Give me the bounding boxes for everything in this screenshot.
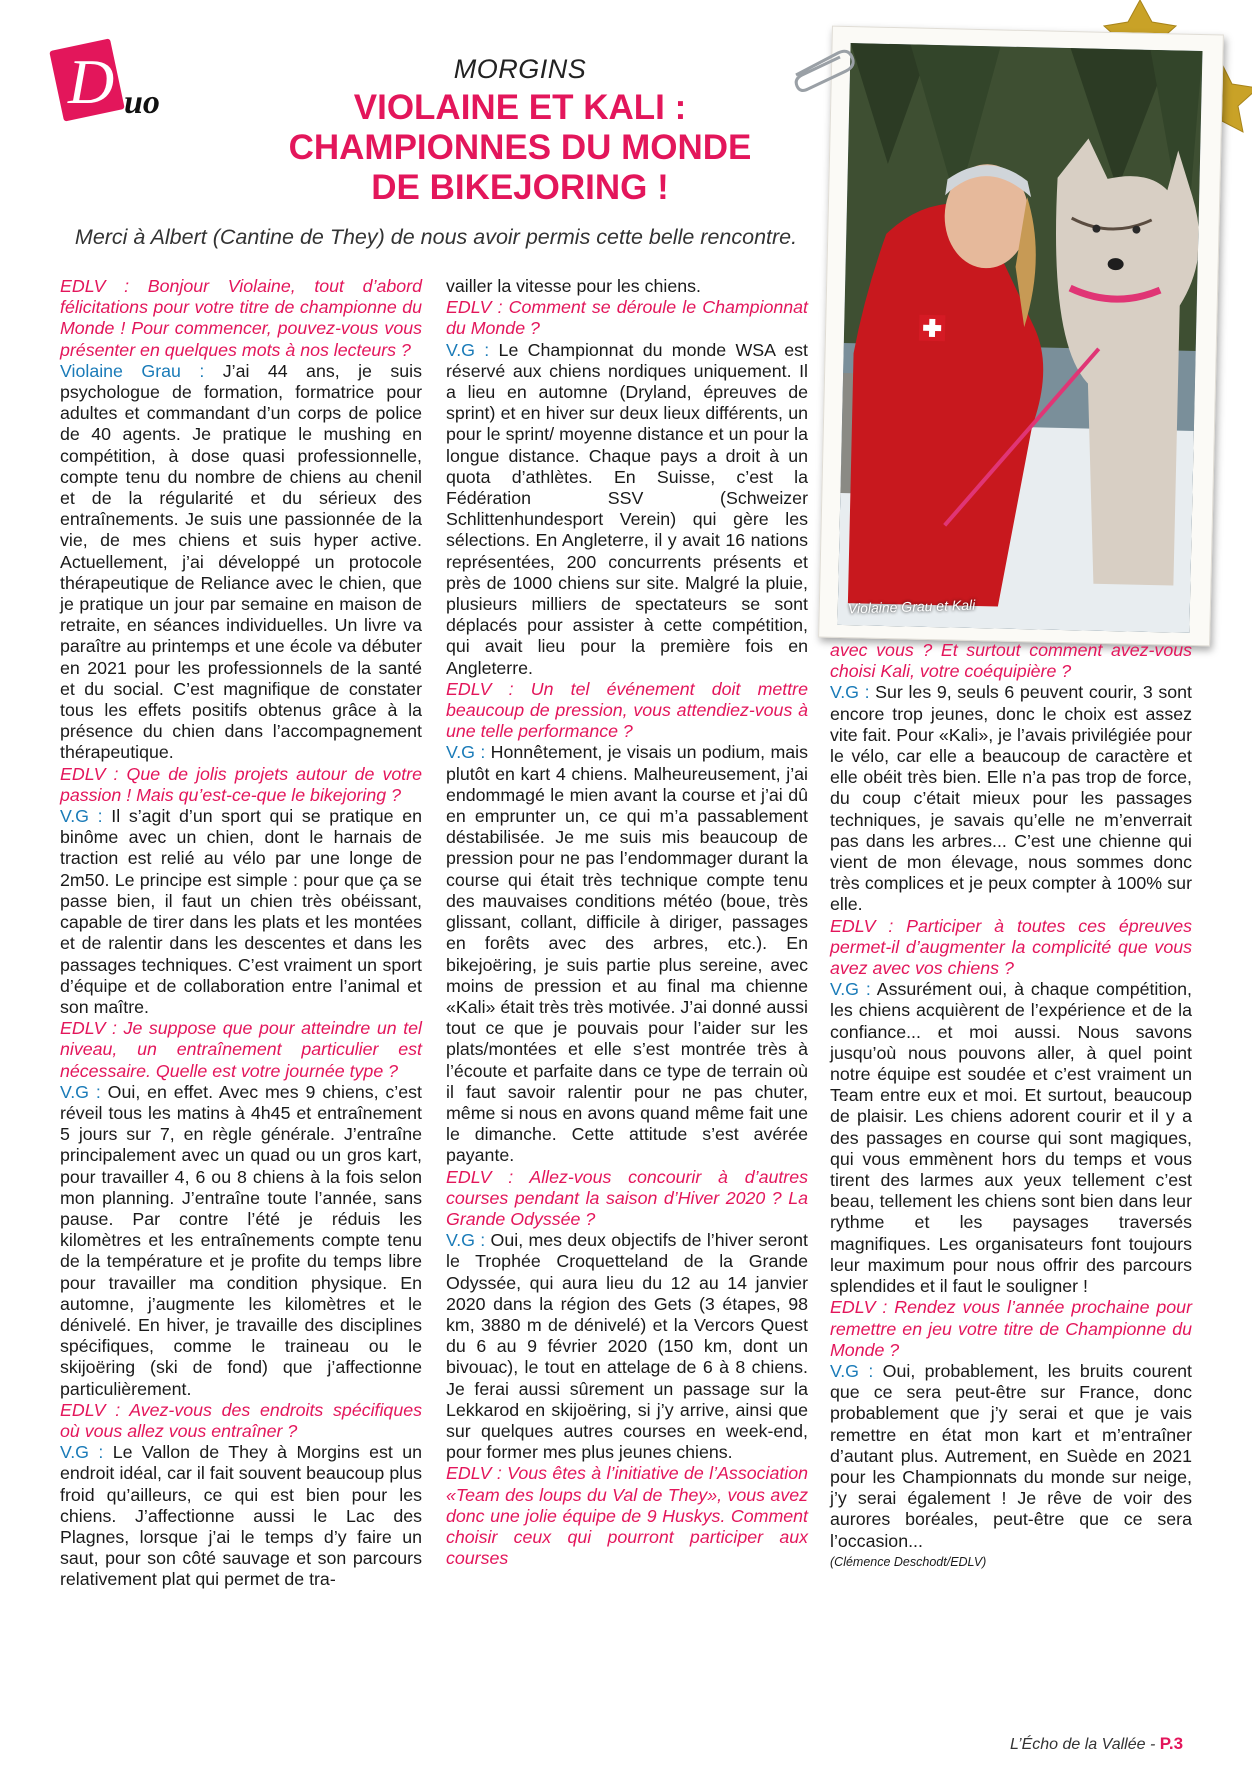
logo-suffix: uo xyxy=(124,84,160,121)
speaker-label: V.G : xyxy=(446,742,486,763)
answer-text: Le Championnat du monde WSA est réservé aux chiens nordiques uniquement. Il a lieu en automne (Dryland, épreuves de sprint) et en hiver sur deux lieux différents, un pour le sprint/ moyenne distance et un pour la longue distance. Chaque pays a droit à un quota d’athlètes. En Suisse, c’est la Fédération SSV (Schweizer Schlittenhundesport Verein) qui gère les sélections. En Angleterre, il y avait 16 nations représentées, 200 concurrents présents et près de 1000 chiens sur site. Malgré la pluie, plusieurs milliers de spectateurs se sont déplacés pour assister à cette compétition, qui avait lieu pour la première fois en Angleterre. xyxy=(446,339,808,678)
author-credit: (Clémence Deschodt/EDLV) xyxy=(830,1554,987,1569)
photo-caption: Violaine Grau et Kali xyxy=(847,596,976,617)
interview-question: EDLV : Je suppose que pour atteindre un tel niveau, un entraînement particulier est nécessaire. Quelle est votre journée type ? xyxy=(60,1018,422,1081)
answer-text: Honnêtement, je visais un podium, mais plutôt en kart 4 chiens. Malheureusement, j’ai endommagé le mien avant la course et j’ai dû en emprunter un, ce qui m’a passablement déstabilisée. Je me suis mis beaucoup de pression pour ne pas l’endommager durant la course qui était très technique compte tenu des mauvaises conditions météo (boue, très glissant, collant, difficile à diriger, passages en forêts avec des arbres, etc.). En bikejoëring, je suis partie plus sereine, avec moins de pression et au final ma chienne «Kali» était très très motivée. J’ai donné aussi tout ce que je pouvais pour l’aider sur les plats/montées et elle s’est montrée très à l’écoute et parfaite dans ce type de terrain où il faut savoir ralentir pour ne pas chuter, même si nous en avons quand même fait une le dimanche. Cette attitude s’est avérée payante. xyxy=(446,742,808,1166)
speaker-label: V.G : xyxy=(60,1442,104,1463)
speaker-label: V.G : xyxy=(60,1081,101,1102)
thanks-line: Merci à Albert (Cantine de They) de nous avoir permis cette belle rencontre. xyxy=(74,225,798,249)
interview-answer xyxy=(830,1361,1192,1552)
answer-text: J’ai 44 ans, je suis psychologue de formation, formatrice pour adultes et commandant d’un corps de police de 40 agents. Je pratique le mushing en compétition, à dose quasi professionnelle, compte tenu du nombre de chiens au chenil et de la régularité et du sérieux des entraînements. Je suis une passionnée de la vie, de mes chiens et suis hyper active. Actuellement, j’ai développé un protocole thérapeutique de Reliance avec le chien, que je pratique un jour par semaine en maison de retraite, en séances individuelles. Un livre va paraître au printemps et une école va débuter en 2021 pour les professionnels de la santé et du social. C’est magnifique de constater tous les effets positifs obtenus grâce à la présence du chien dans l’accompagnement thérapeutique. xyxy=(60,360,422,763)
interview-question: EDLV : Participer à toutes ces épreuves permet-il d’augmenter la complicité que vous avez avec vos chiens ? xyxy=(830,915,1192,979)
title-line: VIOLAINE ET KALI : xyxy=(353,88,687,127)
page-number: P.3 xyxy=(1159,1734,1184,1753)
answer-text: Oui, probablement, les bruits courent que ce sera peut-être sur France, donc probablement que j’y serai et que je vais remettre en état mon kart et m’entraîner d’autant plus. Autrement, en Suède en 2021 pour les Championnats du monde sur neige, j’y serai également ! Je rêve de voir des aurores boréales, peut-être que ce sera l’occasion... xyxy=(830,1360,1192,1551)
interview-question: EDLV : Bonjour Violaine, tout d’abord félicitations pour votre titre de championne du Monde ! Pour commencer, pouvez-vous vous présenter en quelques mots à nos lecteurs ? xyxy=(60,276,422,360)
interview-answer xyxy=(446,340,808,679)
speaker-label: Violaine Grau : xyxy=(60,360,205,381)
answer-text: Sur les 9, seuls 6 peuvent courir, 3 sont encore trop jeunes, donc le choix est assez vite fait. Pour «Kali», je l’avais privilégiée pour le vélo, car elle a beaucoup de caractère et elle obéit très bien. Elle n’a pas trop de force, du coup c’était mieux pour les passages techniques, je savais qu’elle ne m’enverrait pas dans les arbres... C’est une chienne qui vient de mon élevage, nous sommes donc très complices et je peux compter à 100% sur elle. xyxy=(830,682,1192,915)
interview-answer xyxy=(446,742,808,1166)
interview-question: EDLV : Vous êtes à l’initiative de l’Association «Team des loups du Val de They», vous avez donc une jolie équipe de 9 Huskys. Comment choisir ceux qui pourront participer aux courses xyxy=(446,1463,808,1569)
article-title xyxy=(200,88,840,208)
article-column-1 xyxy=(60,276,422,1591)
location-kicker: MORGINS xyxy=(453,54,587,84)
speaker-label: V.G : xyxy=(830,1360,874,1381)
title-line: DE BIKEJORING ! xyxy=(371,168,669,207)
paperclip-icon xyxy=(790,45,860,95)
interview-answer xyxy=(830,979,1192,1297)
interview-answer xyxy=(60,1442,422,1590)
interview-question: EDLV : Comment se déroule le Championnat du Monde ? xyxy=(446,297,808,339)
speaker-label: V.G : xyxy=(830,979,871,1000)
interview-answer xyxy=(60,806,422,1018)
interview-question: EDLV : Allez-vous concourir à d’autres courses pendant la saison d’Hiver 2020 ? La Grande Odyssée ? xyxy=(446,1166,808,1229)
interview-question: EDLV : Avez-vous des endroits spécifiques où vous allez vous entraîner ? xyxy=(60,1399,422,1441)
interview-question: avec vous ? Et surtout comment avez-vous choisi Kali, votre coéquipière ? xyxy=(830,640,1192,682)
answer-text: Le Vallon de They à Morgins est un endroit idéal, car il fait souvent beaucoup plus froid qu’ailleurs, ce qui est bien pour les chiens. J’affectionne aussi le Lac des Plagnes, lorsque j’ai le temps d’y faire un saut, pour son côté sauvage et son parcours relativement plat qui permet de tra- xyxy=(60,1442,422,1590)
article-column-2 xyxy=(446,276,808,1569)
answer-text: Oui, mes deux objectifs de l’hiver seront le Trophée Croquetteland de la Grande Odyssée, qui aura lieu du 12 au 14 janvier 2020 dans la région des Gets (3 étapes, 98 km, 3880 m de dénivelé) et la Vercors Quest du 6 au 9 février 2020 (150 km, dont un bivouac), le tout en attelage de 6 à 8 chiens. Je ferai aussi sûrement un passage sur la Lekkarod en skijoëring, si j’y arrive, ainsi que sur quelques autres courses en week-end, pour former mes plus jeunes chiens. xyxy=(446,1230,808,1463)
logo-letter: D xyxy=(68,46,115,117)
title-line: CHAMPIONNES DU MONDE xyxy=(288,128,752,167)
interview-answer xyxy=(60,361,422,764)
answer-text: Il s’agit d’un sport qui se pratique en binôme avec un chien, dont le harnais de traction est relié au vélo par une longe de 2m50. Le principe est simple : pour que ça se passe bien, il faut un chien très obéissant, capable de tirer dans les plats et les montées et de ralentir dans les descentes et dans les passages techniques. C’est vraiment un sport d’équipe et de collaboration entre l’animal et son maître. xyxy=(60,806,422,1017)
speaker-label: V.G : xyxy=(60,806,103,827)
speaker-label: V.G : xyxy=(830,682,870,703)
article-column-3 xyxy=(830,640,1192,1573)
interview-question: EDLV : Un tel événement doit mettre beaucoup de pression, vous attendiez-vous à une telle performance ? xyxy=(446,678,808,742)
interview-question: EDLV : Que de jolis projets autour de votre passion ! Mais qu’est-ce-que le bikejoring ? xyxy=(60,763,422,805)
duo-logo xyxy=(56,44,186,134)
answer-text: Assurément oui, à chaque compétition, les chiens acquièrent de l’expérience et de la confiance... et moi aussi. Nous savons jusqu’où nous pouvons aller, à quel point notre équipe est soudée et c’est vraiment un Team entre eux et moi. Et surtout, beaucoup de plaisir. Les chiens adorent courir et il y a des passages en course qui sont magiques, qui vous emmènent hors du temps et vous tirent des larmes aux yeux tellement c’est beau, tellement les chiens sont bien dans leur rythme et les paysages traversés magnifiques. Les organisateurs font toujours leur maximum pour nous offrir des parcours splendides et il faut le souligner ! xyxy=(830,979,1192,1297)
speaker-label: V.G : xyxy=(446,1230,486,1251)
interview-question: EDLV : Rendez vous l’année prochaine pour remettre en jeu votre titre de Championne du Monde ? xyxy=(830,1297,1192,1360)
answer-continuation: vailler la vitesse pour les chiens. xyxy=(446,276,701,296)
page-footer xyxy=(1010,1734,1183,1754)
interview-answer xyxy=(60,1082,422,1400)
answer-text: Oui, en effet. Avec mes 9 chiens, c’est réveil tous les matins à 4h45 et entraînement 5 jours sur 7, en règle générale. J’entraîne principalement avec un quad ou un gros kart, pour travailler 4, 6 ou 8 chiens à la fois selon mon planning. J’entraîne toute l’année, sans pause. Par contre l’été je réduis les kilomètres et les entraînements compte tenu de la température et je profite du temps libre pour travailler ma condition physique. En automne, j’augmente les kilomètres et le dénivelé. En hiver, je travaille des disciplines spécifiques, comme le traineau ou le skijoëring (ski de fond) que j’affectionne particulièrement. xyxy=(60,1081,422,1399)
speaker-label: V.G : xyxy=(446,339,490,360)
interview-answer xyxy=(830,682,1192,915)
interview-answer xyxy=(446,1230,808,1463)
photo-illustration xyxy=(837,43,1202,633)
photo-violaine-kali xyxy=(837,43,1202,633)
photo-frame xyxy=(818,26,1224,647)
publication-name: L’Écho de la Vallée - xyxy=(1010,1736,1160,1753)
